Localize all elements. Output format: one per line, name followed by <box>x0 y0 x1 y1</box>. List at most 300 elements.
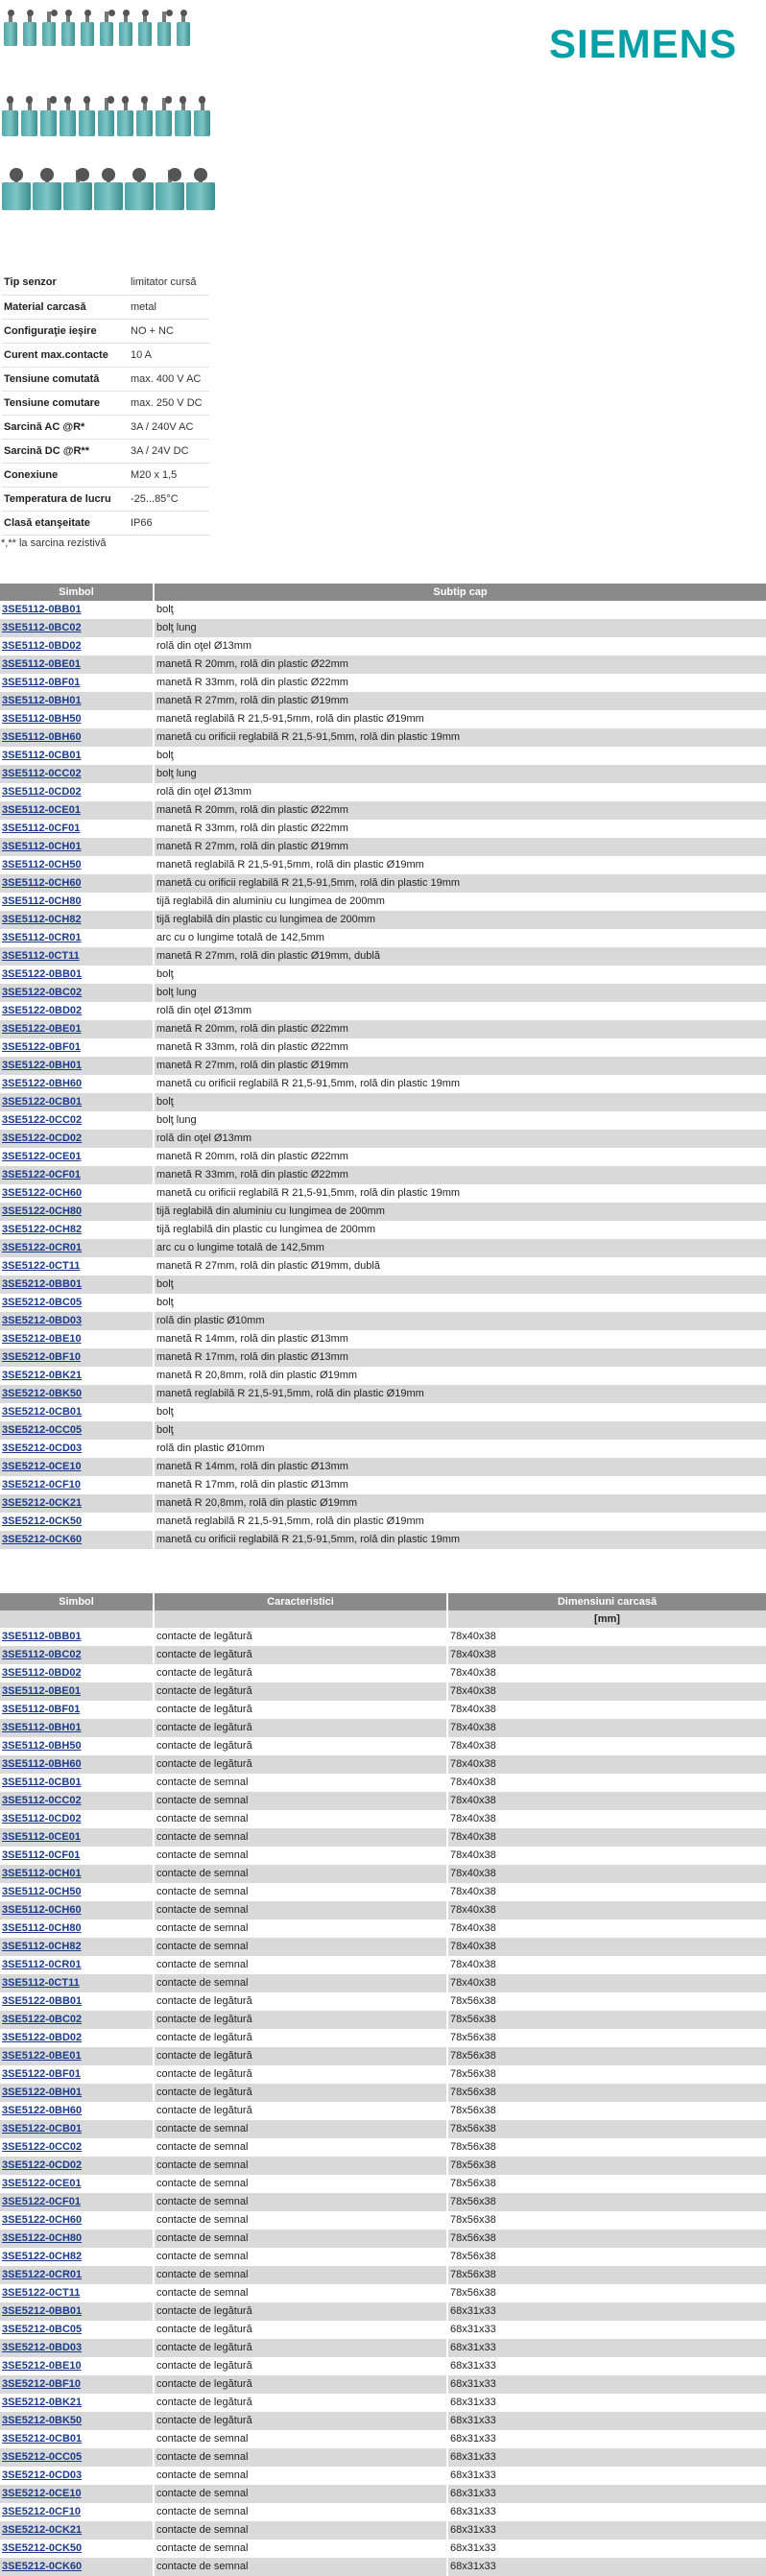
dimension-cell: 68x31x33 <box>447 2540 766 2558</box>
product-code-link[interactable]: 3SE5122-0CH60 <box>2 2214 83 2226</box>
spec-row <box>2 343 209 367</box>
product-code-link[interactable]: 3SE5122-0BB01 <box>2 1995 83 2007</box>
description-cell: manetă R 14mm, rolă din plastic Ø13mm <box>154 1330 766 1348</box>
product-code-link[interactable]: 3SE5112-0CC02 <box>2 1795 82 1806</box>
product-code-link[interactable]: 3SE5212-0BB01 <box>2 2305 83 2317</box>
description-cell: manetă reglabilă R 21,5-91,5mm, rolă din plastic Ø19mm <box>154 710 766 728</box>
product-code-link[interactable]: 3SE5122-0BH01 <box>2 2087 83 2098</box>
table-row <box>0 1494 766 1513</box>
table-row <box>0 947 766 966</box>
table-row <box>0 1348 766 1367</box>
footnote: *,** la sarcina rezistivă <box>1 537 107 549</box>
product-code-link[interactable]: 3SE5122-0CC02 <box>2 1114 83 1126</box>
subheader-unit: [mm] <box>447 1610 766 1628</box>
product-code-link[interactable]: 3SE5112-0CH50 <box>2 1886 82 1897</box>
symbol-cell <box>0 2029 154 2047</box>
dimension-cell: 78x40x38 <box>447 1719 766 1737</box>
dimension-cell: 68x31x33 <box>447 2357 766 2375</box>
description-cell: contacte de legătură <box>154 2084 447 2102</box>
table-row <box>0 1020 766 1038</box>
description-cell: contacte de legătură <box>154 1755 447 1774</box>
product-code-link[interactable]: 3SE5112-0CH01 <box>2 1868 82 1879</box>
product-code-link[interactable]: 3SE5112-0CE01 <box>2 1831 81 1843</box>
description-cell: manetă reglabilă R 21,5-91,5mm, rolă din plastic Ø19mm <box>154 1513 766 1531</box>
product-code-link[interactable]: 3SE5122-0BC02 <box>2 2014 83 2025</box>
table-row <box>0 1865 766 1883</box>
product-code-link[interactable]: 3SE5122-0BF01 <box>2 1041 81 1053</box>
dimension-cell: 78x56x38 <box>447 2193 766 2211</box>
product-code-link[interactable]: 3SE5122-0CR01 <box>2 2269 83 2280</box>
product-code-link[interactable]: 3SE5212-0BK21 <box>2 1370 83 1381</box>
product-code-link[interactable]: 3SE5122-0CT11 <box>2 2287 81 2299</box>
product-code-link[interactable]: 3SE5212-0CB01 <box>2 2433 83 2445</box>
limit-switch-photo <box>138 10 152 46</box>
symbol-cell <box>0 710 154 728</box>
product-code-link[interactable]: 3SE5112-0BH50 <box>2 1740 82 1752</box>
product-code-link[interactable]: 3SE5122-0CC02 <box>2 2141 83 2153</box>
product-code-link[interactable]: 3SE5212-0CK21 <box>2 2524 83 2536</box>
spec-value: 10 A <box>129 343 209 367</box>
symbol-cell <box>0 1184 154 1203</box>
product-code-link[interactable]: 3SE5112-0BH01 <box>2 695 82 706</box>
product-code-link[interactable]: 3SE5112-0BD02 <box>2 640 82 652</box>
table-row <box>0 2394 766 2412</box>
table-row <box>0 1476 766 1494</box>
symbol-cell <box>0 765 154 783</box>
product-code-link[interactable]: 3SE5112-0BH50 <box>2 713 82 725</box>
dimension-cell: 78x40x38 <box>447 1810 766 1828</box>
description-cell: contacte de semnal <box>154 2230 447 2248</box>
product-code-link[interactable]: 3SE5112-0CD02 <box>2 1813 82 1825</box>
product-code-link[interactable]: 3SE5212-0CB01 <box>2 1406 83 1418</box>
product-code-link[interactable]: 3SE5112-0CH60 <box>2 877 82 889</box>
dimension-cell: 78x56x38 <box>447 2211 766 2230</box>
product-code-link[interactable]: 3SE5112-0CH82 <box>2 914 82 925</box>
symbol-cell <box>0 2375 154 2394</box>
symbol-cell <box>0 1938 154 1956</box>
product-code-link[interactable]: 3SE5112-0CH50 <box>2 859 82 871</box>
symbol-cell <box>0 1440 154 1458</box>
description-cell: contacte de semnal <box>154 1847 447 1865</box>
description-cell: manetă R 27mm, rolă din plastic Ø19mm <box>154 838 766 856</box>
symbol-cell <box>0 1901 154 1920</box>
spec-value: limitator cursă <box>129 271 209 295</box>
product-code-link[interactable]: 3SE5112-0CH80 <box>2 895 82 907</box>
symbol-cell <box>0 2230 154 2248</box>
spec-label: Sarcină DC @R** <box>2 439 129 463</box>
product-code-link[interactable]: 3SE5122-0CT11 <box>2 1260 81 1272</box>
table-row <box>0 1810 766 1828</box>
product-code-link[interactable]: 3SE5212-0BB01 <box>2 1278 83 1290</box>
product-code-link[interactable]: 3SE5212-0BF10 <box>2 2378 81 2390</box>
dimension-cell: 78x56x38 <box>447 2029 766 2047</box>
dimension-cell: 78x40x38 <box>447 1847 766 1865</box>
product-code-link[interactable]: 3SE5212-0BF10 <box>2 1351 81 1363</box>
product-code-link[interactable]: 3SE5112-0CT11 <box>2 950 80 962</box>
symbol-cell <box>0 838 154 856</box>
symbol-cell <box>0 2120 154 2138</box>
description-cell: tijă reglabilă din plastic cu lungimea de 200mm <box>154 911 766 929</box>
product-code-link[interactable]: 3SE5212-0CC05 <box>2 1424 83 1436</box>
product-code-link[interactable]: 3SE5212-0CC05 <box>2 2451 83 2463</box>
product-code-link[interactable]: 3SE5122-0CH80 <box>2 1205 83 1217</box>
table-row <box>0 2521 766 2540</box>
limit-switch-photo <box>42 10 56 46</box>
product-code-link[interactable]: 3SE5122-0BH60 <box>2 1078 83 1089</box>
dimension-cell: 78x40x38 <box>447 1628 766 1646</box>
product-code-link[interactable]: 3SE5122-0CB01 <box>2 1096 83 1108</box>
description-cell: bolţ lung <box>154 1111 766 1130</box>
description-cell: manetă R 27mm, rolă din plastic Ø19mm <box>154 692 766 710</box>
product-code-link[interactable]: 3SE5212-0BK50 <box>2 2415 83 2426</box>
dimension-cell: 78x40x38 <box>447 1956 766 1974</box>
table-row <box>0 856 766 874</box>
table-row <box>0 1920 766 1938</box>
product-code-link[interactable]: 3SE5212-0BE10 <box>2 2360 82 2372</box>
table-row <box>0 1664 766 1682</box>
table-row <box>0 2065 766 2084</box>
product-code-link[interactable]: 3SE5212-0CK60 <box>2 1534 83 1545</box>
symbol-cell <box>0 1531 154 1549</box>
table-row <box>0 1294 766 1312</box>
table-row <box>0 692 766 710</box>
table-row <box>0 2284 766 2302</box>
table-row <box>0 1002 766 1020</box>
product-code-link[interactable]: 3SE5212-0BK50 <box>2 1388 83 1399</box>
description-cell: contacte de legătură <box>154 1737 447 1755</box>
spec-label: Clasă etanşeitate <box>2 511 129 535</box>
product-code-link[interactable]: 3SE5112-0BC02 <box>2 1649 82 1660</box>
limit-switch-photo <box>119 10 132 46</box>
symbol-cell <box>0 2211 154 2230</box>
table-row <box>0 2211 766 2230</box>
table-row <box>0 984 766 1002</box>
description-cell: manetă reglabilă R 21,5-91,5mm, rolă din plastic Ø19mm <box>154 856 766 874</box>
product-code-link[interactable]: 3SE5122-0CR01 <box>2 1242 83 1253</box>
table-row <box>0 783 766 801</box>
product-code-link[interactable]: 3SE5212-0BE10 <box>2 1333 82 1345</box>
table-row <box>0 2230 766 2248</box>
symbol-cell <box>0 1628 154 1646</box>
spec-row <box>2 415 209 439</box>
table-row <box>0 1276 766 1294</box>
dimension-cell: 68x31x33 <box>447 2521 766 2540</box>
description-cell: rolă din oţel Ø13mm <box>154 637 766 656</box>
product-code-link[interactable]: 3SE5212-0CE10 <box>2 2488 82 2499</box>
spec-row <box>2 319 209 343</box>
symbol-cell <box>0 1513 154 1531</box>
product-photos <box>0 0 250 221</box>
symbol-cell <box>0 2248 154 2266</box>
product-code-link[interactable]: 3SE5122-0CD02 <box>2 2159 83 2171</box>
description-cell: contacte de semnal <box>154 1920 447 1938</box>
description-cell: contacte de legătură <box>154 1719 447 1737</box>
product-code-link[interactable]: 3SE5212-0CK21 <box>2 1497 83 1509</box>
description-cell: contacte de legătură <box>154 2375 447 2394</box>
limit-switch-photo <box>33 168 61 210</box>
spec-label: Configuraţie ieşire <box>2 319 129 343</box>
dimension-cell: 78x56x38 <box>447 2065 766 2084</box>
product-code-link[interactable]: 3SE5112-0BF01 <box>2 1704 81 1715</box>
symbol-cell <box>0 947 154 966</box>
dimensions-table <box>0 1593 766 2576</box>
dimension-cell: 78x40x38 <box>447 1664 766 1682</box>
product-code-link[interactable]: 3SE5122-0BD02 <box>2 2032 83 2043</box>
product-code-link[interactable]: 3SE5122-0BH60 <box>2 2105 83 2116</box>
product-code-link[interactable]: 3SE5122-0BE01 <box>2 2050 82 2062</box>
table-row <box>0 1385 766 1403</box>
product-code-link[interactable]: 3SE5112-0CH01 <box>2 841 82 852</box>
description-cell: contacte de semnal <box>154 2157 447 2175</box>
symbol-cell <box>0 692 154 710</box>
limit-switch-photo <box>79 96 95 136</box>
product-code-link[interactable]: 3SE5122-0BC02 <box>2 987 83 998</box>
dimension-cell: 78x56x38 <box>447 2284 766 2302</box>
table-row <box>0 1367 766 1385</box>
description-cell: rolă din oţel Ø13mm <box>154 1130 766 1148</box>
product-code-link[interactable]: 3SE5112-0BC02 <box>2 622 82 633</box>
dimension-cell: 68x31x33 <box>447 2394 766 2412</box>
symbol-cell <box>0 619 154 637</box>
table-row <box>0 2175 766 2193</box>
dimension-cell: 78x40x38 <box>447 1865 766 1883</box>
product-code-link[interactable]: 3SE5112-0CH80 <box>2 1922 82 1934</box>
symbol-cell <box>0 637 154 656</box>
spec-row <box>2 487 209 511</box>
description-cell: manetă R 33mm, rolă din plastic Ø22mm <box>154 674 766 692</box>
product-code-link[interactable]: 3SE5112-0BH60 <box>2 1758 82 1770</box>
table-row <box>0 1075 766 1093</box>
table-row <box>0 601 766 619</box>
product-code-link[interactable]: 3SE5112-0BD02 <box>2 1667 82 1679</box>
table-row <box>0 2503 766 2521</box>
table-row <box>0 1038 766 1057</box>
product-code-link[interactable]: 3SE5212-0CK60 <box>2 2561 83 2572</box>
product-code-link[interactable]: 3SE5122-0CH82 <box>2 1224 83 1235</box>
product-code-link[interactable]: 3SE5212-0CE10 <box>2 1461 82 1472</box>
table-row <box>0 2540 766 2558</box>
symbol-cell <box>0 2339 154 2357</box>
description-cell: contacte de semnal <box>154 2503 447 2521</box>
product-code-link[interactable]: 3SE5122-0BD02 <box>2 1005 83 1016</box>
symbol-cell <box>0 1664 154 1682</box>
product-code-link[interactable]: 3SE5122-0CE01 <box>2 1151 82 1162</box>
description-cell: contacte de semnal <box>154 2558 447 2576</box>
dimension-cell: 68x31x33 <box>447 2485 766 2503</box>
product-code-link[interactable]: 3SE5112-0CR01 <box>2 1959 82 1970</box>
product-code-link[interactable]: 3SE5112-0BB01 <box>2 604 82 615</box>
limit-switch-photo <box>23 10 36 46</box>
product-code-link[interactable]: 3SE5112-0CF01 <box>2 1849 81 1861</box>
dimension-cell: 78x40x38 <box>447 1938 766 1956</box>
spec-value: NO + NC <box>129 319 209 343</box>
description-cell: manetă R 17mm, rolă din plastic Ø13mm <box>154 1476 766 1494</box>
table-row <box>0 2157 766 2175</box>
product-code-link[interactable]: 3SE5112-0CH82 <box>2 1941 82 1952</box>
symbol-cell <box>0 1974 154 1992</box>
description-cell: manetă R 33mm, rolă din plastic Ø22mm <box>154 820 766 838</box>
product-code-link[interactable]: 3SE5122-0CE01 <box>2 2178 82 2189</box>
product-code-link[interactable]: 3SE5122-0BH01 <box>2 1060 83 1071</box>
product-code-link[interactable]: 3SE5112-0CB01 <box>2 1777 82 1788</box>
symbol-cell <box>0 2065 154 2084</box>
limit-switch-photo <box>63 168 92 210</box>
product-code-link[interactable]: 3SE5212-0CD03 <box>2 1443 83 1454</box>
table-row <box>0 2120 766 2138</box>
description-cell: bolţ <box>154 1403 766 1421</box>
table-row <box>0 728 766 747</box>
product-code-link[interactable]: 3SE5112-0CD02 <box>2 786 82 798</box>
description-cell: bolţ <box>154 1294 766 1312</box>
description-cell: manetă R 27mm, rolă din plastic Ø19mm <box>154 1057 766 1075</box>
symbol-cell <box>0 1719 154 1737</box>
product-code-link[interactable]: 3SE5112-0CT11 <box>2 1977 80 1989</box>
symbol-cell <box>0 1221 154 1239</box>
product-code-link[interactable]: 3SE5112-0CR01 <box>2 932 82 943</box>
description-cell: contacte de semnal <box>154 2193 447 2211</box>
symbol-cell <box>0 2558 154 2576</box>
dimension-cell: 68x31x33 <box>447 2339 766 2357</box>
table-row <box>0 2084 766 2102</box>
symbol-cell <box>0 893 154 911</box>
product-code-link[interactable]: 3SE5212-0CF10 <box>2 1479 81 1491</box>
column-header-features: Caracteristici <box>154 1593 447 1610</box>
product-code-link[interactable]: 3SE5112-0BH60 <box>2 731 82 743</box>
description-cell: bolţ <box>154 1093 766 1111</box>
product-code-link[interactable]: 3SE5212-0BC05 <box>2 2324 83 2335</box>
limit-switch-photo <box>177 10 190 46</box>
table-row <box>0 1111 766 1130</box>
product-code-link[interactable]: 3SE5122-0CF01 <box>2 1169 81 1181</box>
product-code-link[interactable]: 3SE5212-0CK50 <box>2 2542 83 2554</box>
description-cell: rolă din oţel Ø13mm <box>154 1002 766 1020</box>
product-code-link[interactable]: 3SE5112-0CH60 <box>2 1904 82 1916</box>
description-cell: bolţ <box>154 747 766 765</box>
description-cell: contacte de legătură <box>154 1664 447 1682</box>
description-cell: contacte de legătură <box>154 1682 447 1701</box>
product-code-link[interactable]: 3SE5212-0CK50 <box>2 1515 83 1527</box>
dimension-cell: 78x56x38 <box>447 2102 766 2120</box>
product-code-link[interactable]: 3SE5112-0CF01 <box>2 823 81 834</box>
description-cell: contacte de legătură <box>154 1992 447 2011</box>
product-code-link[interactable]: 3SE5122-0BE01 <box>2 1023 82 1035</box>
description-cell: contacte de legătură <box>154 2047 447 2065</box>
product-code-link[interactable]: 3SE5122-0CH82 <box>2 2251 83 2262</box>
limit-switch-photo <box>156 168 184 210</box>
description-cell: manetă cu orificii reglabilă R 21,5-91,5mm, rolă din plastic 19mm <box>154 1531 766 1549</box>
symbol-cell <box>0 1075 154 1093</box>
table-row <box>0 2302 766 2321</box>
limit-switch-photo <box>125 168 154 210</box>
table-row <box>0 2485 766 2503</box>
dimension-cell: 68x31x33 <box>447 2321 766 2339</box>
symbol-cell <box>0 2011 154 2029</box>
product-code-link[interactable]: 3SE5212-0BC05 <box>2 1297 83 1308</box>
product-code-link[interactable]: 3SE5122-0CB01 <box>2 2123 83 2135</box>
table-row <box>0 674 766 692</box>
dimension-cell: 78x40x38 <box>447 1883 766 1901</box>
product-code-link[interactable]: 3SE5212-0BK21 <box>2 2397 83 2408</box>
spec-label: Tensiune comutată <box>2 367 129 391</box>
table-row <box>0 2412 766 2430</box>
description-cell: rolă din plastic Ø10mm <box>154 1440 766 1458</box>
product-code-link[interactable]: 3SE5122-0CH80 <box>2 2232 83 2244</box>
product-code-link[interactable]: 3SE5122-0CD02 <box>2 1133 83 1144</box>
table-row <box>0 2193 766 2211</box>
dimension-cell: 68x31x33 <box>447 2448 766 2467</box>
product-code-link[interactable]: 3SE5212-0CD03 <box>2 2469 83 2481</box>
symbol-cell <box>0 1367 154 1385</box>
description-cell: contacte de semnal <box>154 1774 447 1792</box>
product-code-link[interactable]: 3SE5212-0BD03 <box>2 1315 83 1326</box>
product-code-link[interactable]: 3SE5212-0CF10 <box>2 2506 81 2517</box>
description-cell: contacte de semnal <box>154 2138 447 2157</box>
product-code-link[interactable]: 3SE5112-0BF01 <box>2 677 81 688</box>
description-cell: manetă reglabilă R 21,5-91,5mm, rolă din plastic Ø19mm <box>154 1385 766 1403</box>
description-cell: manetă R 27mm, rolă din plastic Ø19mm, dublă <box>154 947 766 966</box>
symbol-cell <box>0 820 154 838</box>
product-code-link[interactable]: 3SE5112-0BB01 <box>2 1631 82 1642</box>
symbol-cell <box>0 747 154 765</box>
spec-row <box>2 439 209 463</box>
head-type-table <box>0 584 766 1549</box>
description-cell: contacte de semnal <box>154 1810 447 1828</box>
symbol-cell <box>0 2102 154 2120</box>
symbol-cell <box>0 1956 154 1974</box>
subheader-empty <box>0 1610 154 1628</box>
limit-switch-photo <box>156 96 172 136</box>
dimension-cell: 78x56x38 <box>447 2047 766 2065</box>
limit-switch-photo <box>81 10 94 46</box>
description-cell: manetă R 33mm, rolă din plastic Ø22mm <box>154 1166 766 1184</box>
product-code-link[interactable]: 3SE5122-0BB01 <box>2 968 83 980</box>
product-code-link[interactable]: 3SE5112-0CC02 <box>2 768 82 779</box>
table-row <box>0 1531 766 1549</box>
limit-switch-photo <box>61 10 75 46</box>
description-cell: rolă din oţel Ø13mm <box>154 783 766 801</box>
description-cell: contacte de semnal <box>154 2175 447 2193</box>
description-cell: manetă R 14mm, rolă din plastic Ø13mm <box>154 1458 766 1476</box>
dimension-cell: 68x31x33 <box>447 2467 766 2485</box>
product-code-link[interactable]: 3SE5112-0BE01 <box>2 658 81 670</box>
limit-switch-photo <box>2 96 18 136</box>
dimension-cell: 78x56x38 <box>447 2266 766 2284</box>
symbol-cell <box>0 1403 154 1421</box>
description-cell: contacte de legătură <box>154 2011 447 2029</box>
table-row <box>0 1828 766 1847</box>
product-code-link[interactable]: 3SE5122-0BF01 <box>2 2068 81 2080</box>
table-row <box>0 2102 766 2120</box>
symbol-cell <box>0 783 154 801</box>
description-cell: contacte de semnal <box>154 2521 447 2540</box>
symbol-cell <box>0 1093 154 1111</box>
description-cell: manetă R 20mm, rolă din plastic Ø22mm <box>154 656 766 674</box>
product-code-link[interactable]: 3SE5112-0BH01 <box>2 1722 82 1733</box>
symbol-cell <box>0 1166 154 1184</box>
product-code-link[interactable]: 3SE5122-0CF01 <box>2 2196 81 2207</box>
description-cell: contacte de semnal <box>154 1938 447 1956</box>
product-code-link[interactable]: 3SE5112-0CE01 <box>2 804 81 816</box>
product-code-link[interactable]: 3SE5112-0CB01 <box>2 750 82 761</box>
description-cell: contacte de legătură <box>154 2302 447 2321</box>
description-cell: manetă R 20mm, rolă din plastic Ø22mm <box>154 1020 766 1038</box>
product-code-link[interactable]: 3SE5112-0BE01 <box>2 1685 81 1697</box>
limit-switch-photo <box>117 96 133 136</box>
product-code-link[interactable]: 3SE5212-0BD03 <box>2 2342 83 2353</box>
table-row <box>0 2321 766 2339</box>
product-code-link[interactable]: 3SE5122-0CH60 <box>2 1187 83 1199</box>
description-cell: manetă R 20mm, rolă din plastic Ø22mm <box>154 801 766 820</box>
